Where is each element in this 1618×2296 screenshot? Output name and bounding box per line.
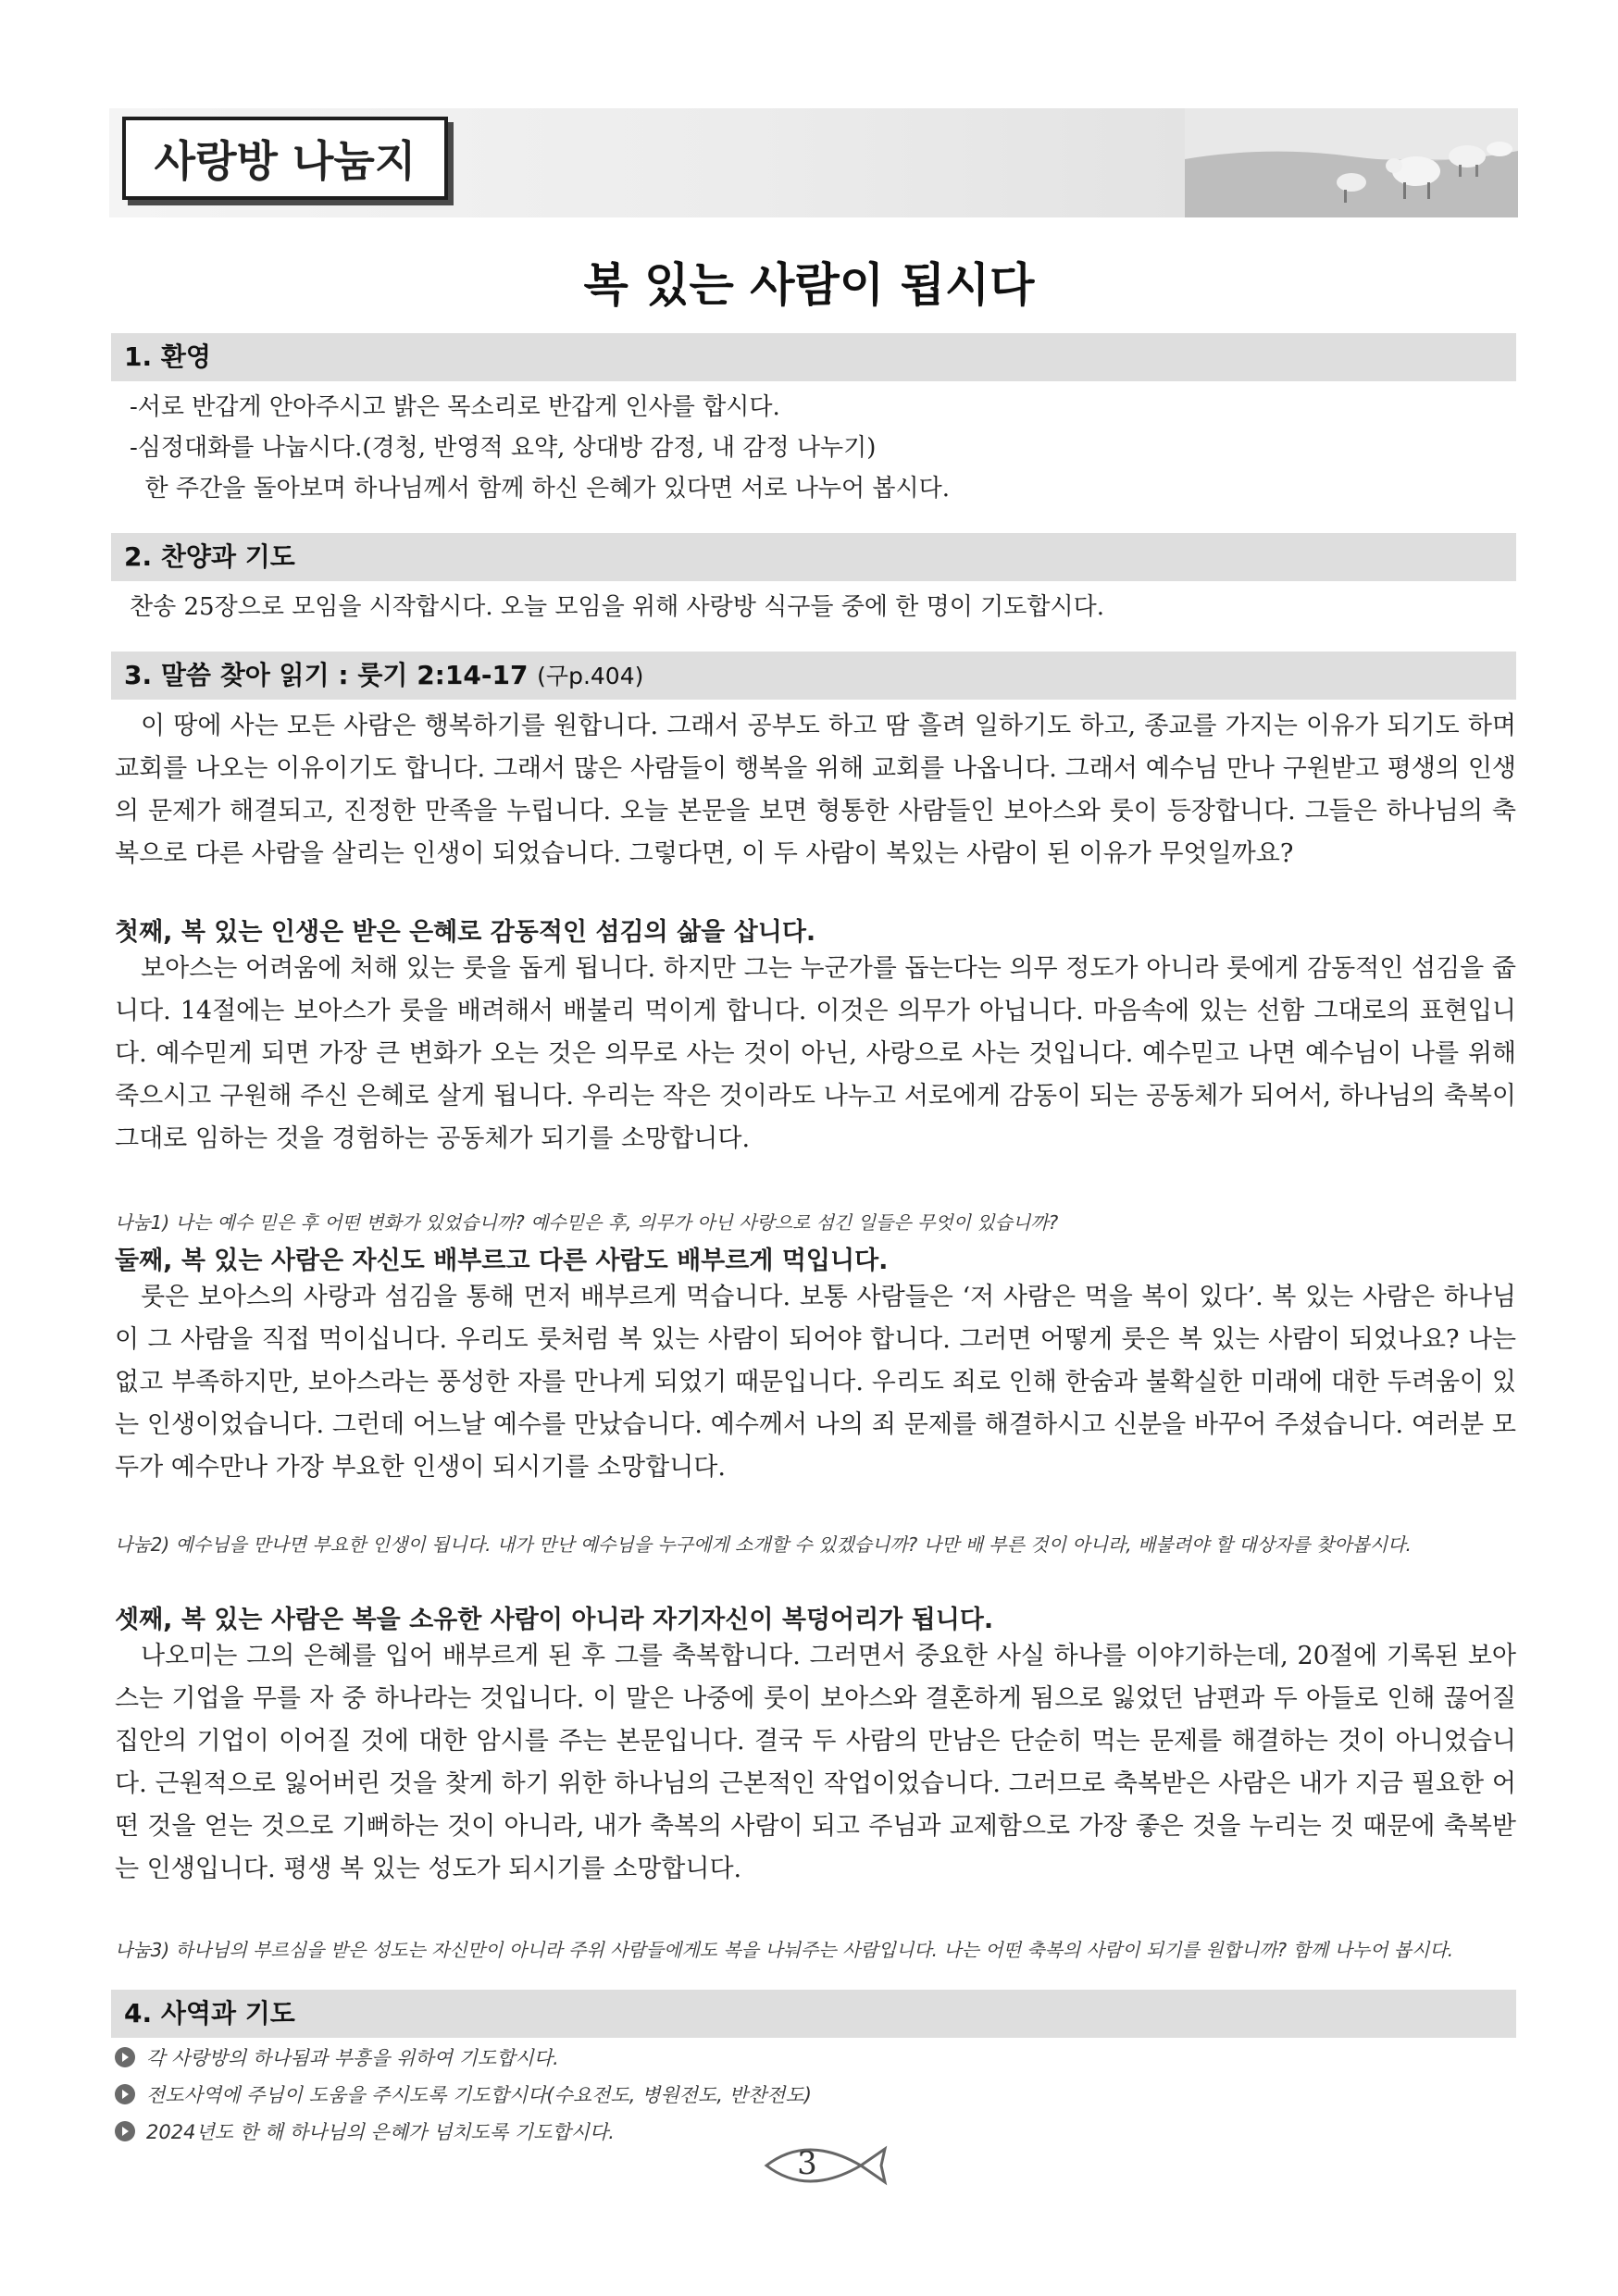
prayer-item [115,2080,812,2108]
welcome-line-1: -서로 반갑게 안아주시고 밝은 목소리로 반갑게 인사를 합시다. [130,393,780,421]
page-number: 3 [797,2145,817,2182]
scripture-label: 3. 말씀 찾아 읽기 : 룻기 2:14-17 [124,660,529,690]
arrow-bullet-icon [115,2084,135,2104]
prayer-text: 전도사역에 주님이 도움을 주시도록 기도합시다(수요전도, 병원전도, 반찬전도) [146,2084,812,2106]
praise-line-1: 찬송 25장으로 모임을 시작합시다. 오늘 모임을 위해 사랑방 식구들 중에 한 명이 기도합시다. [130,593,1104,621]
prayer-item [115,2043,559,2071]
scripture-intro: 이 땅에 사는 모든 사람은 행복하기를 원합니다. 그래서 공부도 하고 땀 흘려 일하기도 하고, 종교를 가지는 이유가 되기도 하며 교회를 나오는 이유이기도 합니다. 그래서 많은 사람들이 행복을 위해 교회를 나옵니다. 그래서 예수님 만나 구원받고 평생의 인생의 문제가 해결되고, 진정한 만족을 누립니다. 오늘 본문을 보면 형통한 사람들인 보아스와 룻이 등장합니다. 그들은 하나님의 축복으로 다른 사람을 살리는 인생이 되었습니다. 그렇다면, 이 두 사람이 복있는 사람이 된 이유가 무엇일까요? [115,712,1516,868]
point-1-body: 보아스는 어려움에 처해 있는 룻을 돕게 됩니다. 하지만 그는 누군가를 돕는다는 의무 정도가 아니라 룻에게 감동적인 섬김을 줍니다. 14절에는 보아스가 룻을 배려해서 배불리 먹이게 합니다. 이것은 의무가 아닙니다. 마음속에 있는 선함 그대로의 표현입니다. 예수믿게 되면 가장 큰 변화가 오는 것은 의무로 사는 것이 아닌, 사랑으로 사는 것입니다. 예수믿고 나면 예수님이 나를 위해 죽으시고 구원해 주신 은혜로 살게 됩니다. 우리는 작은 것이라도 나누고 서로에게 감동이 되는 공동체가 되어서, 하나님의 축복이 그대로 임하는 것을 경험하는 공동체가 되기를 소망합니다. [115,954,1516,1153]
point-1-heading: 첫째, 복 있는 인생은 받은 은혜로 감동적인 섬김의 삶을 삽니다. [115,918,816,947]
point-2-body: 룻은 보아스의 사랑과 섬김을 통해 먼저 배부르게 먹습니다. 보통 사람들은 ‘저 사람은 먹을 복이 있다’. 복 있는 사람은 하나님이 그 사람을 직접 먹이십니다. 우리도 룻처럼 복 있는 사람이 되어야 합니다. 그러면 어떻게 룻은 복 있는 사람이 되었나요? 나는 없고 부족하지만, 보아스라는 풍성한 자를 만나게 되었기 때문입니다. 우리도 죄로 인해 한숨과 불확실한 미래에 대한 두려움이 있는 인생이었습니다. 그런데 어느날 예수를 만났습니다. 예수께서 나의 죄 문제를 해결하시고 신분을 바꾸어 주셨습니다. 여러분 모두가 예수만나 가장 부요한 인생이 되시기를 소망합니다. [115,1283,1516,1482]
sheep-field-image [1185,108,1518,217]
prayer-text: 각 사랑방의 하나됨과 부흥을 위하여 기도합시다. [146,2047,559,2069]
share-question-1: 나눔1) 나는 예수 믿은 후 어떤 변화가 있었습니까? 예수믿은 후, 의무가 아닌 사랑으로 섬긴 일들은 무엇이 있습니까? [115,1211,1059,1234]
arrow-bullet-icon [115,2121,135,2141]
section-heading-praise-prayer: 2. 찬양과 기도 [111,533,1516,581]
share-question-3: 나눔3) 하나님의 부르심을 받은 성도는 자신만이 아니라 주위 사람들에게도 복을 나눠주는 사람입니다. 나는 어떤 축복의 사람이 되기를 원합니까? 함께 나누어 봅시다. [115,1939,1454,1961]
prayer-text: 2024년도 한 해 하나님의 은혜가 넘치도록 기도합시다. [146,2121,615,2143]
scripture-page-ref: (구p.404) [537,663,644,689]
page-tag: 사랑방 나눔지 [122,117,448,200]
point-3-heading: 셋째, 복 있는 사람은 복을 소유한 사람이 아니라 자기자신이 복덩어리가 됩니다. [115,1606,994,1634]
share-question-2: 나눔2) 예수님을 만나면 부요한 인생이 됩니다. 내가 만난 예수님을 누구에게 소개할 수 있겠습니까? 나만 배 부른 것이 아니라, 배불려야 할 대상자를 찾아봅시다. [115,1533,1412,1556]
section-heading-ministry-prayer: 4. 사역과 기도 [111,1990,1516,2038]
section-heading-scripture [111,652,1516,700]
welcome-line-3: 한 주간을 돌아보며 하나님께서 함께 하신 은혜가 있다면 서로 나누어 봅시다. [130,475,951,503]
prayer-item [115,2117,615,2145]
point-3-body: 나오미는 그의 은혜를 입어 배부르게 된 후 그를 축복합니다. 그러면서 중요한 사실 하나를 이야기하는데, 20절에 기록된 보아스는 기업을 무를 자 중 하나라는 것입니다. 이 말은 나중에 룻이 보아스와 결혼하게 됨으로 잃었던 남편과 두 아들로 인해 끊어질 집안의 기업이 이어질 것에 대한 암시를 주는 본문입니다. 결국 두 사람의 만남은 단순히 먹는 문제를 해결하는 것이 아니었습니다. 근원적으로 잃어버린 것을 찾게 하기 위한 하나님의 근본적인 작업이었습니다. 그러므로 축복받은 사람은 내가 지금 필요한 어떤 것을 얻는 것으로 기뻐하는 것이 아니라, 내가 축복의 사람이 되고 주님과 교제함으로 가장 좋은 것을 누리는 것 때문에 축복받는 인생입니다. 평생 복 있는 성도가 되시기를 소망합니다. [115,1642,1516,1883]
point-2-heading: 둘째, 복 있는 사람은 자신도 배부르고 다른 사람도 배부르게 먹입니다. [115,1247,889,1275]
page-title: 복 있는 사람이 됩시다 [583,258,1035,312]
section-heading-welcome: 1. 환영 [111,333,1516,381]
welcome-line-2: -심정대화를 나눕시다.(경청, 반영적 요약, 상대방 감정, 내 감정 나누기) [130,434,877,462]
arrow-bullet-icon [115,2047,135,2067]
